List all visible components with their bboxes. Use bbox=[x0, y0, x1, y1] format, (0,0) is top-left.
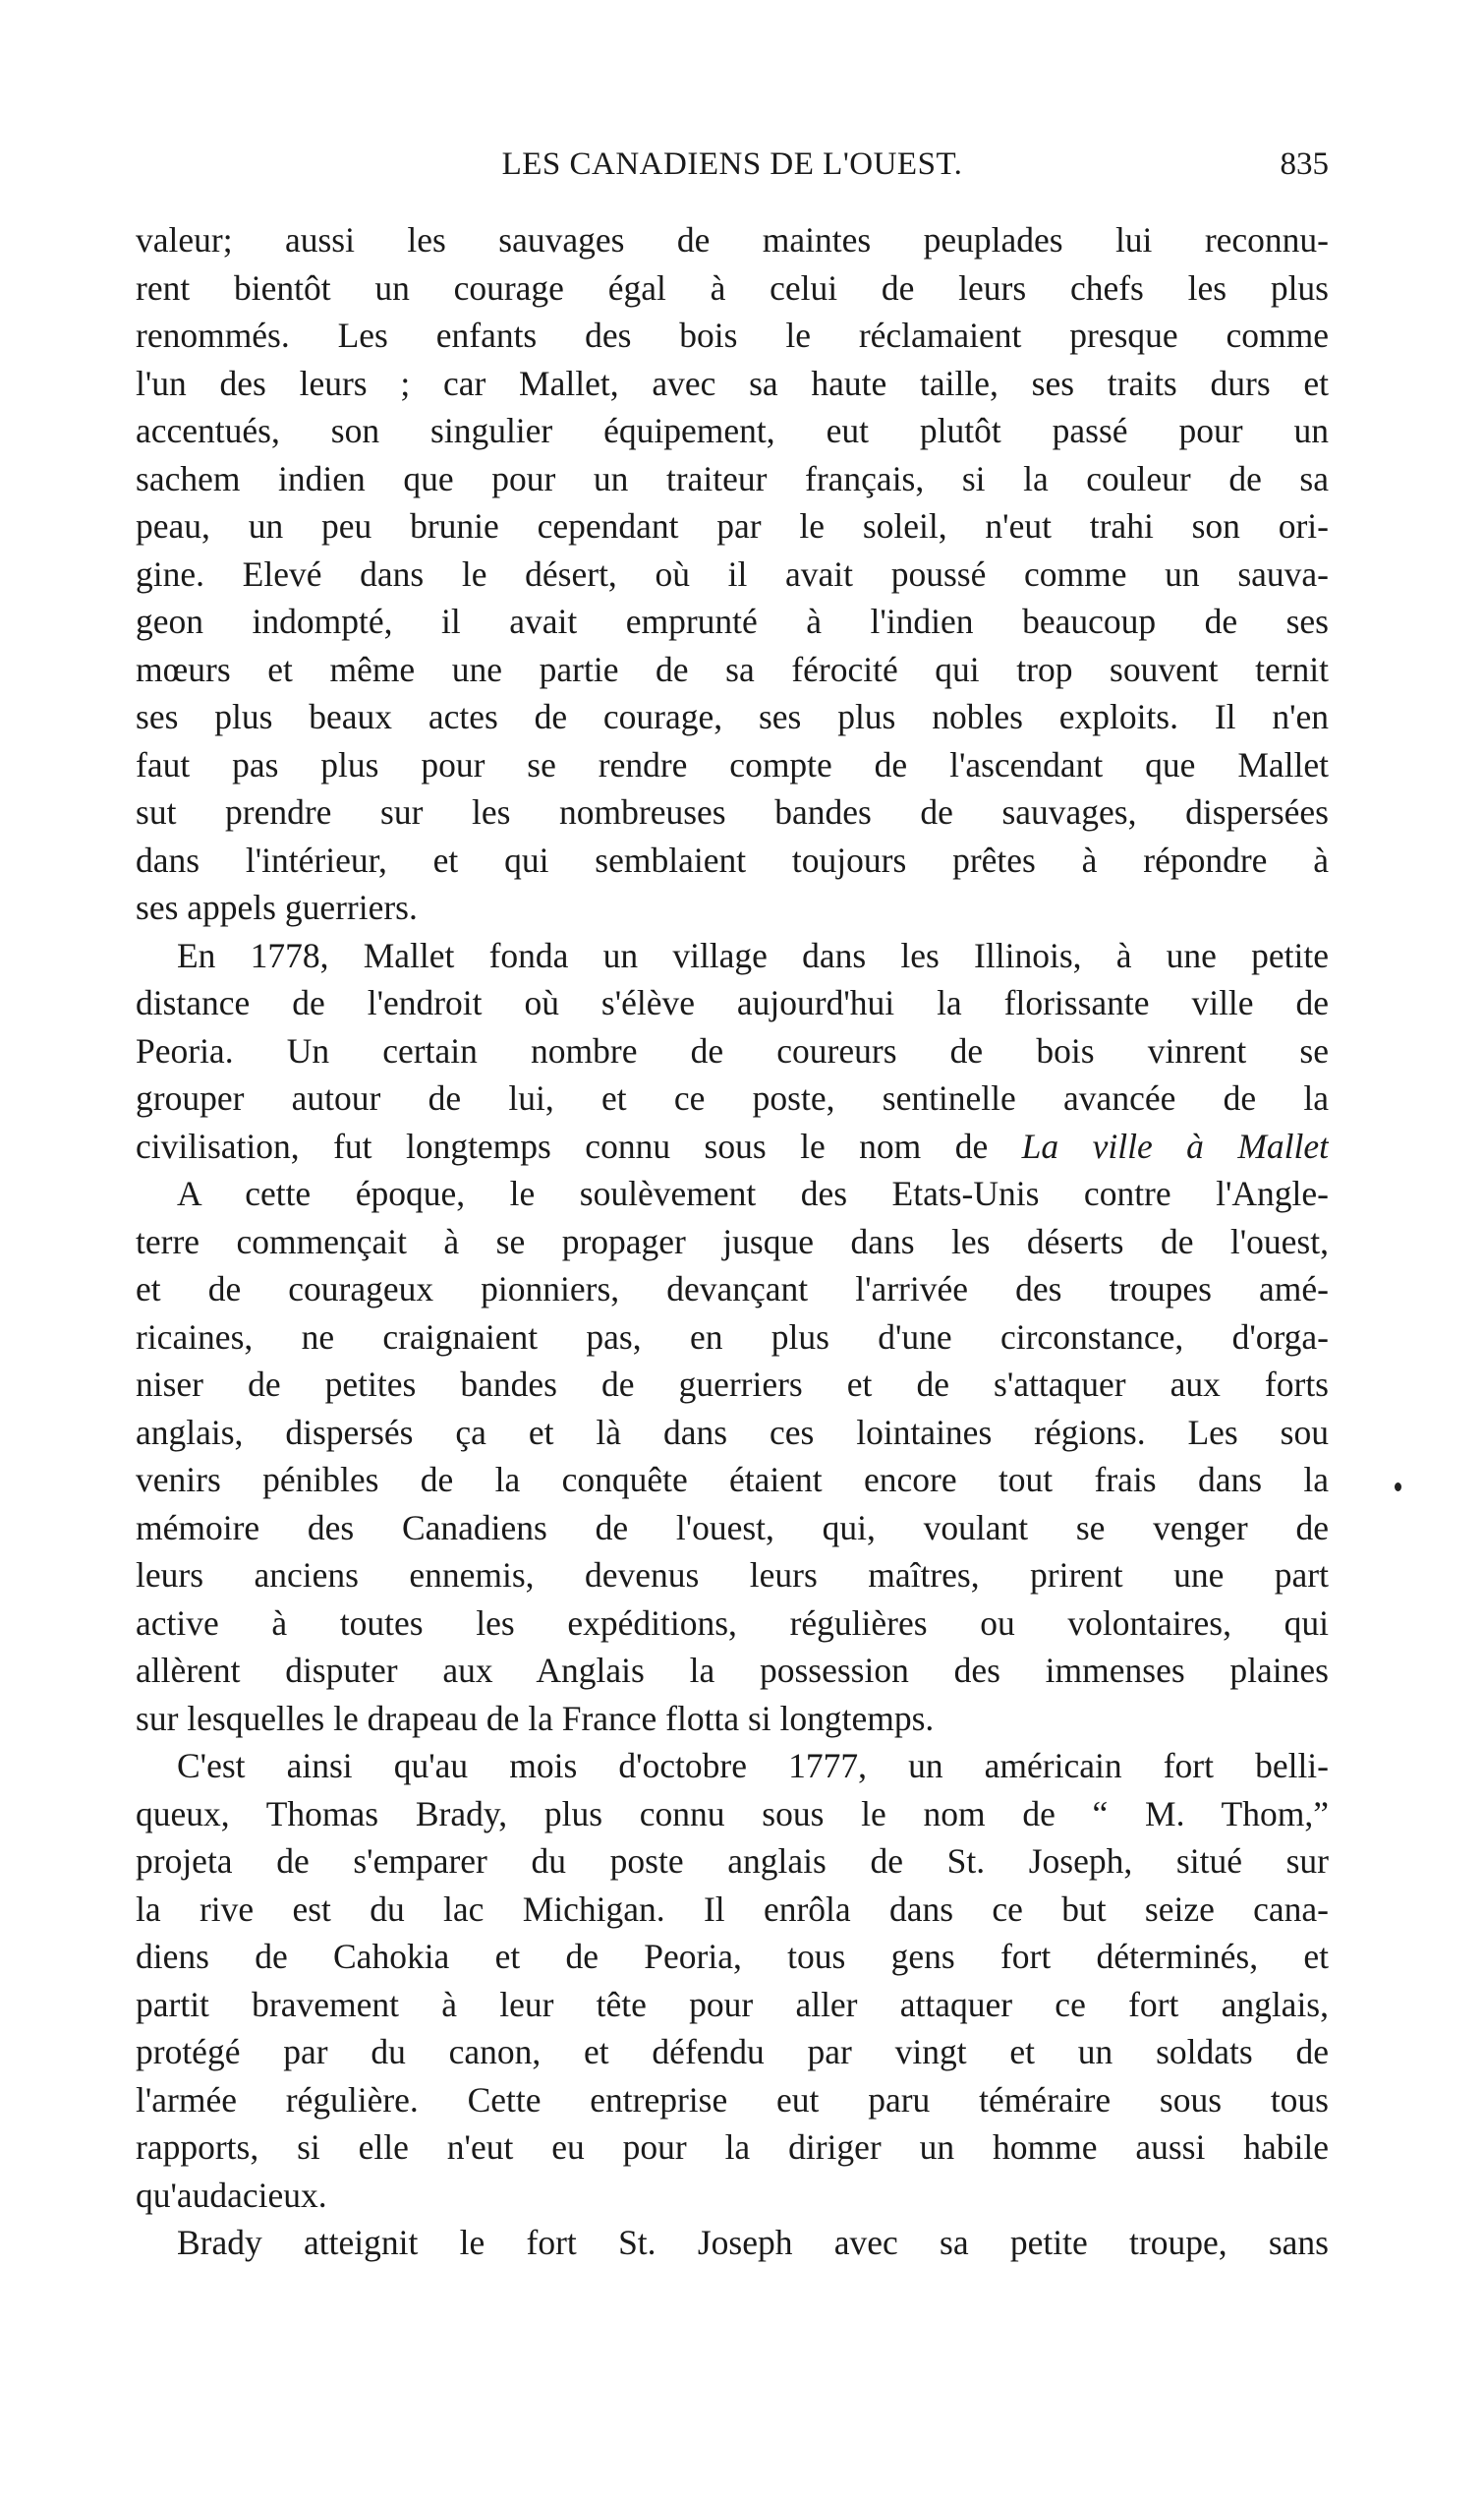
text-line-content: geon indompté, il avait emprunté à l'indien beaucoup de ses bbox=[136, 602, 1329, 641]
text-line bbox=[136, 2172, 1329, 2220]
page-number: 835 bbox=[1280, 146, 1329, 182]
text-line-content: ses appels guerriers. bbox=[136, 888, 418, 927]
text-line bbox=[136, 693, 1329, 741]
text-line-content: C'est ainsi qu'au mois d'octobre 1777, un américain fort belli- bbox=[177, 1746, 1329, 1785]
text-line-content: active à toutes les expéditions, régulières ou volontaires, qui bbox=[136, 1602, 1329, 1643]
text-line-content: terre commençait à se propager jusque dans les déserts de l'ouest, bbox=[136, 1221, 1329, 1261]
text-line-content: allèrent disputer aux Anglais la possession des immenses plaines bbox=[136, 1651, 1329, 1690]
text-line-content: partit bravement à leur tête pour aller attaquer ce fort anglais, bbox=[136, 1984, 1329, 2024]
text-line bbox=[136, 1123, 1329, 1171]
text-line bbox=[136, 2076, 1329, 2124]
text-line bbox=[136, 1170, 1329, 1218]
text-line bbox=[136, 1313, 1329, 1362]
text-line-content: dans l'intérieur, et qui semblaient toujours prêtes à répondre à bbox=[136, 840, 1329, 880]
text-line bbox=[136, 1265, 1329, 1313]
text-line-content: rent bientôt un courage égal à celui de leurs chefs les plus bbox=[136, 267, 1329, 308]
italic-place-name: La ville à Mallet bbox=[1021, 1126, 1329, 1166]
text-line-content: la rive est du lac Michigan. Il enrôla dans ce but seize cana- bbox=[136, 1889, 1329, 1929]
text-line bbox=[136, 551, 1329, 599]
text-line bbox=[136, 598, 1329, 646]
text-line bbox=[136, 312, 1329, 360]
page-header bbox=[136, 138, 1329, 191]
text-line-content: faut pas plus pour se rendre compte de l'ascendant que Mallet bbox=[136, 744, 1329, 785]
text-line-content: peau, un peu brunie cependant par le soleil, n'eut trahi son ori- bbox=[136, 506, 1329, 546]
text-line bbox=[136, 646, 1329, 694]
text-line bbox=[136, 502, 1329, 551]
text-line-content: sut prendre sur les nombreuses bandes de sauvages, dispersées bbox=[136, 792, 1329, 832]
ink-speck bbox=[1395, 1482, 1401, 1491]
text-line bbox=[136, 1886, 1329, 1934]
text-line-content: Peoria. Un certain nombre de coureurs de bois vinrent se bbox=[136, 1030, 1329, 1071]
text-line bbox=[136, 455, 1329, 503]
text-line-content: projeta de s'emparer du poste anglais de St. Joseph, situé sur bbox=[136, 1841, 1329, 1881]
text-line bbox=[136, 216, 1329, 264]
text-line bbox=[136, 1551, 1329, 1599]
text-line bbox=[136, 1981, 1329, 2029]
text-line-content: niser de petites bandes de guerriers et de s'attaquer aux forts bbox=[136, 1365, 1329, 1404]
text-line-content: mœurs et même une partie de sa férocité qui trop souvent ternit bbox=[136, 649, 1329, 689]
text-line-content: accentués, son singulier équipement, eut plutôt passé pour un bbox=[136, 411, 1329, 450]
text-line-content: l'armée régulière. Cette entreprise eut paru téméraire sous tous bbox=[136, 2079, 1329, 2120]
text-line bbox=[136, 1790, 1329, 1838]
text-line bbox=[136, 788, 1329, 837]
text-line-content: protégé par du canon, et défendu par vingt et un soldats de bbox=[136, 2032, 1329, 2071]
text-line bbox=[136, 1933, 1329, 1981]
text-line bbox=[136, 2028, 1329, 2076]
text-line-content: renommés. Les enfants des bois le réclamaient presque comme bbox=[136, 316, 1329, 355]
text-line-content: anglais, dispersés ça et là dans ces lointaines régions. Les sou bbox=[136, 1412, 1329, 1452]
text-line bbox=[136, 1695, 1329, 1743]
text-line-content: qu'audacieux. bbox=[136, 2175, 327, 2215]
text-line-content: diens de Cahokia et de Peoria, tous gens fort déterminés, et bbox=[136, 1937, 1329, 1976]
text-line bbox=[136, 1456, 1329, 1504]
text-line bbox=[136, 1027, 1329, 1075]
text-line bbox=[136, 1409, 1329, 1457]
text-line bbox=[136, 741, 1329, 789]
text-line bbox=[136, 1361, 1329, 1409]
text-line bbox=[136, 1837, 1329, 1886]
text-line-content: ricaines, ne craignaient pas, en plus d'une circonstance, d'orga- bbox=[136, 1316, 1329, 1357]
text-line-content: distance de l'endroit où s'élève aujourd'hui la florissante ville de bbox=[136, 983, 1329, 1022]
text-line-content: sachem indien que pour un traiteur français, si la couleur de sa bbox=[136, 458, 1329, 498]
text-line-content: et de courageux pionniers, devançant l'arrivée des troupes amé- bbox=[136, 1269, 1329, 1308]
running-title: LES CANADIENS DE L'OUEST. bbox=[501, 146, 963, 182]
text-line bbox=[136, 1075, 1329, 1123]
text-line-content: sur lesquelles le drapeau de la France flotta si longtemps. bbox=[136, 1698, 935, 1738]
text-line-content: l'un des leurs ; car Mallet, avec sa haute taille, ses traits durs et bbox=[136, 363, 1329, 403]
text-line-content: A cette époque, le soulèvement des Etats-Unis contre l'Angle- bbox=[177, 1174, 1329, 1213]
text-line bbox=[136, 1504, 1329, 1552]
text-line bbox=[136, 979, 1329, 1027]
text-line-content: civilisation, fut longtemps connu sous le nom de bbox=[136, 1126, 989, 1166]
text-line bbox=[136, 837, 1329, 885]
text-line bbox=[136, 407, 1329, 455]
text-line-content: leurs anciens ennemis, devenus leurs maîtres, prirent une part bbox=[136, 1555, 1329, 1595]
text-line bbox=[136, 1218, 1329, 1266]
text-line-content: grouper autour de lui, et ce poste, sentinelle avancée de la bbox=[136, 1078, 1329, 1118]
text-line bbox=[136, 2219, 1329, 2267]
text-line bbox=[136, 884, 1329, 932]
text-line bbox=[136, 1599, 1329, 1648]
text-line bbox=[136, 264, 1329, 313]
text-line bbox=[136, 1742, 1329, 1790]
text-line-content: queux, Thomas Brady, plus connu sous le nom de “ M. Thom,” bbox=[136, 1793, 1329, 1833]
text-line-content: valeur; aussi les sauvages de maintes peuplades lui reconnu- bbox=[136, 220, 1329, 260]
text-line bbox=[136, 2123, 1329, 2172]
body-text bbox=[136, 216, 1329, 2267]
text-line bbox=[136, 932, 1329, 980]
text-line-content: gine. Elevé dans le désert, où il avait poussé comme un sauva- bbox=[136, 553, 1329, 594]
text-line-content: En 1778, Mallet fonda un village dans les Illinois, à une petite bbox=[177, 935, 1329, 975]
text-line-content: mémoire des Canadiens de l'ouest, qui, voulant se venger de bbox=[136, 1507, 1329, 1547]
text-line-content: ses plus beaux actes de courage, ses plus nobles exploits. Il n'en bbox=[136, 697, 1329, 736]
text-line-content: rapports, si elle n'eut eu pour la diriger un homme aussi habile bbox=[136, 2127, 1329, 2167]
text-line-content: Brady atteignit le fort St. Joseph avec sa petite troupe, sans bbox=[177, 2223, 1329, 2262]
text-line-content: venirs pénibles de la conquête étaient encore tout frais dans la bbox=[136, 1460, 1329, 1499]
text-line bbox=[136, 1647, 1329, 1695]
text-line bbox=[136, 360, 1329, 408]
